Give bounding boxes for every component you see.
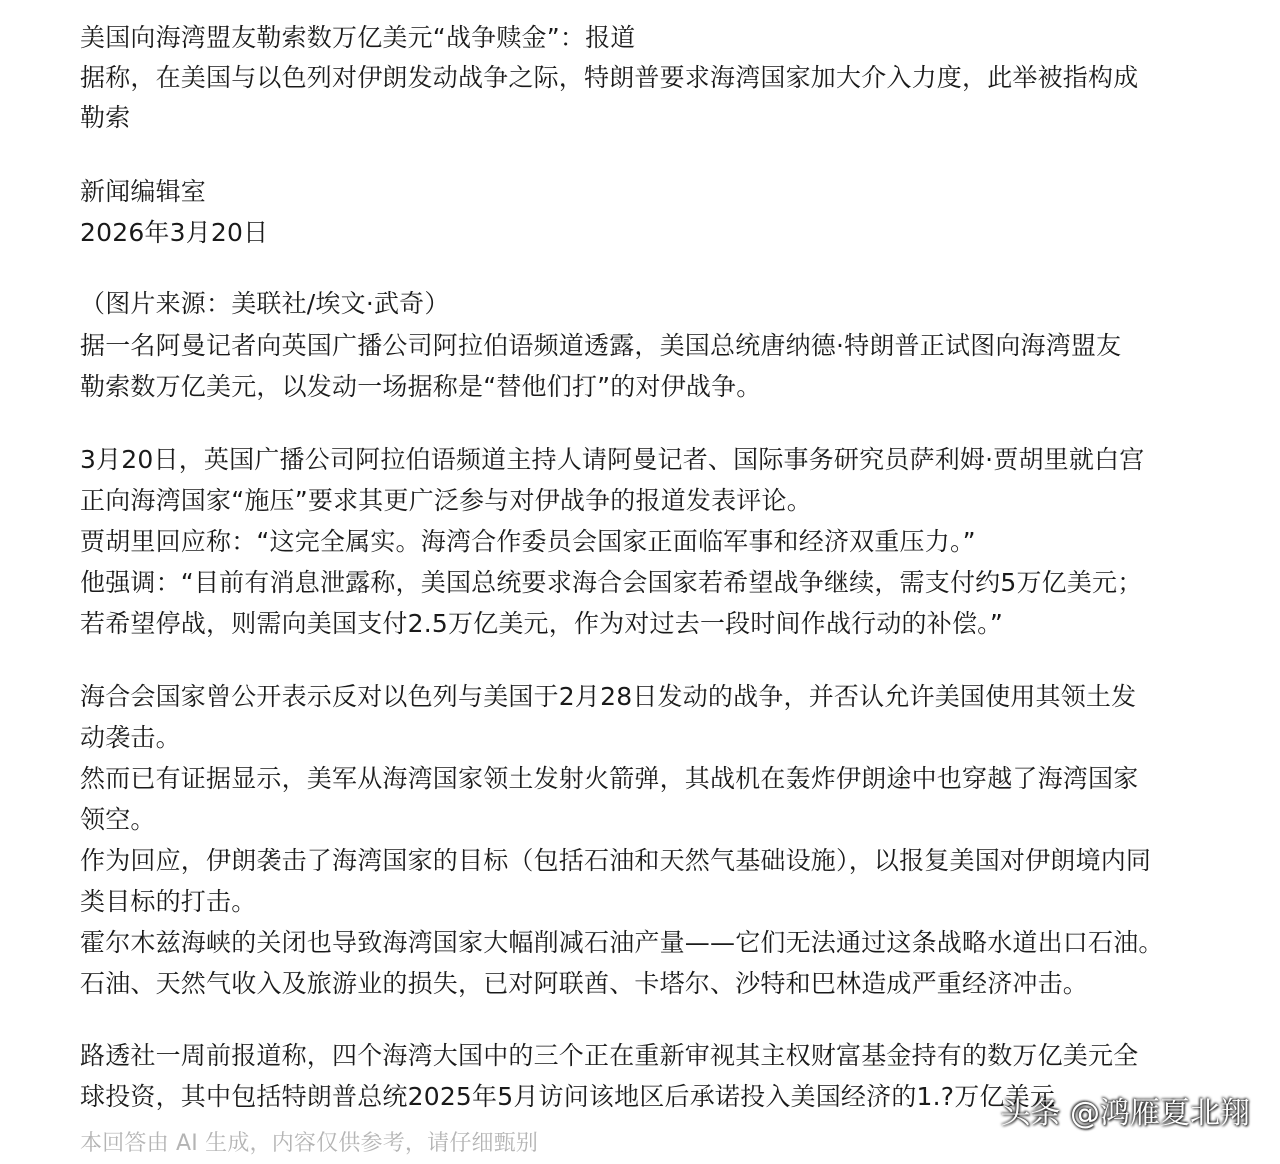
ai-disclaimer: 本回答由 AI 生成，内容仅供参考，请仔细甄别: [80, 1131, 539, 1156]
subheadline-line-1: 据称，在美国与以色列对伊朗发动战争之际，特朗普要求海湾国家加大介入力度，此举被指构成: [80, 63, 1139, 92]
paragraph-line: 球投资，其中包括特朗普总统2025年5月访问该地区后承诺投入美国经济的1.?万亿美元: [80, 1082, 1056, 1111]
paragraph-line: 然而已有证据显示，美军从海湾国家领土发射火箭弹，其战机在轰炸伊朗途中也穿越了海湾国家: [80, 764, 1139, 793]
paragraph-line: 领空。: [80, 805, 156, 834]
paragraph-line: 勒索数万亿美元，以发动一场据称是“替他们打”的对伊战争。: [80, 372, 762, 401]
watermark: 头条 @鸿雁夏北翔: [1000, 1096, 1250, 1131]
paragraph-line: 若希望停战，则需向美国支付2.5万亿美元，作为对过去一段时间作战行动的补偿。”: [80, 609, 1004, 638]
paragraph-line: 类目标的打击。: [80, 887, 257, 916]
paragraph-line: 贾胡里回应称：“这完全属实。海湾合作委员会国家正面临军事和经济双重压力。”: [80, 527, 976, 556]
paragraph-line: 海合会国家曾公开表示反对以色列与美国于2月28日发动的战争，并否认允许美国使用其领土发: [80, 682, 1137, 711]
image-credit: （图片来源：美联社/埃文·武奇）: [80, 289, 450, 318]
paragraph-line: 3月20日，英国广播公司阿拉伯语频道主持人请阿曼记者、国际事务研究员萨利姆·贾胡里就白宫: [80, 445, 1145, 474]
dateline: 2026年3月20日: [80, 218, 269, 247]
subheadline-line-2: 勒索: [80, 103, 131, 132]
paragraph-line: 他强调：“目前有消息泄露称，美国总统要求海合会国家若希望战争继续，需支付约5万亿美元；: [80, 568, 1143, 597]
byline: 新闻编辑室: [80, 177, 207, 206]
paragraph-line: 路透社一周前报道称，四个海湾大国中的三个正在重新审视其主权财富基金持有的数万亿美元全: [80, 1041, 1139, 1070]
paragraph-line: 动袭击。: [80, 723, 181, 752]
paragraph-line: 据一名阿曼记者向英国广播公司阿拉伯语频道透露，美国总统唐纳德·特朗普正试图向海湾盟友: [80, 331, 1122, 360]
headline: 美国向海湾盟友勒索数万亿美元“战争赎金”：报道: [80, 23, 636, 52]
paragraph-line: 正向海湾国家“施压”要求其更广泛参与对伊战争的报道发表评论。: [80, 486, 812, 515]
paragraph-line: 作为回应，伊朗袭击了海湾国家的目标（包括石油和天然气基础设施），以报复美国对伊朗境内同: [80, 846, 1152, 875]
paragraph-line: 霍尔木兹海峡的关闭也导致海湾国家大幅削减石油产量——它们无法通过这条战略水道出口石油。: [80, 928, 1164, 957]
paragraph-line: 石油、天然气收入及旅游业的损失，已对阿联酋、卡塔尔、沙特和巴林造成严重经济冲击。: [80, 969, 1089, 998]
